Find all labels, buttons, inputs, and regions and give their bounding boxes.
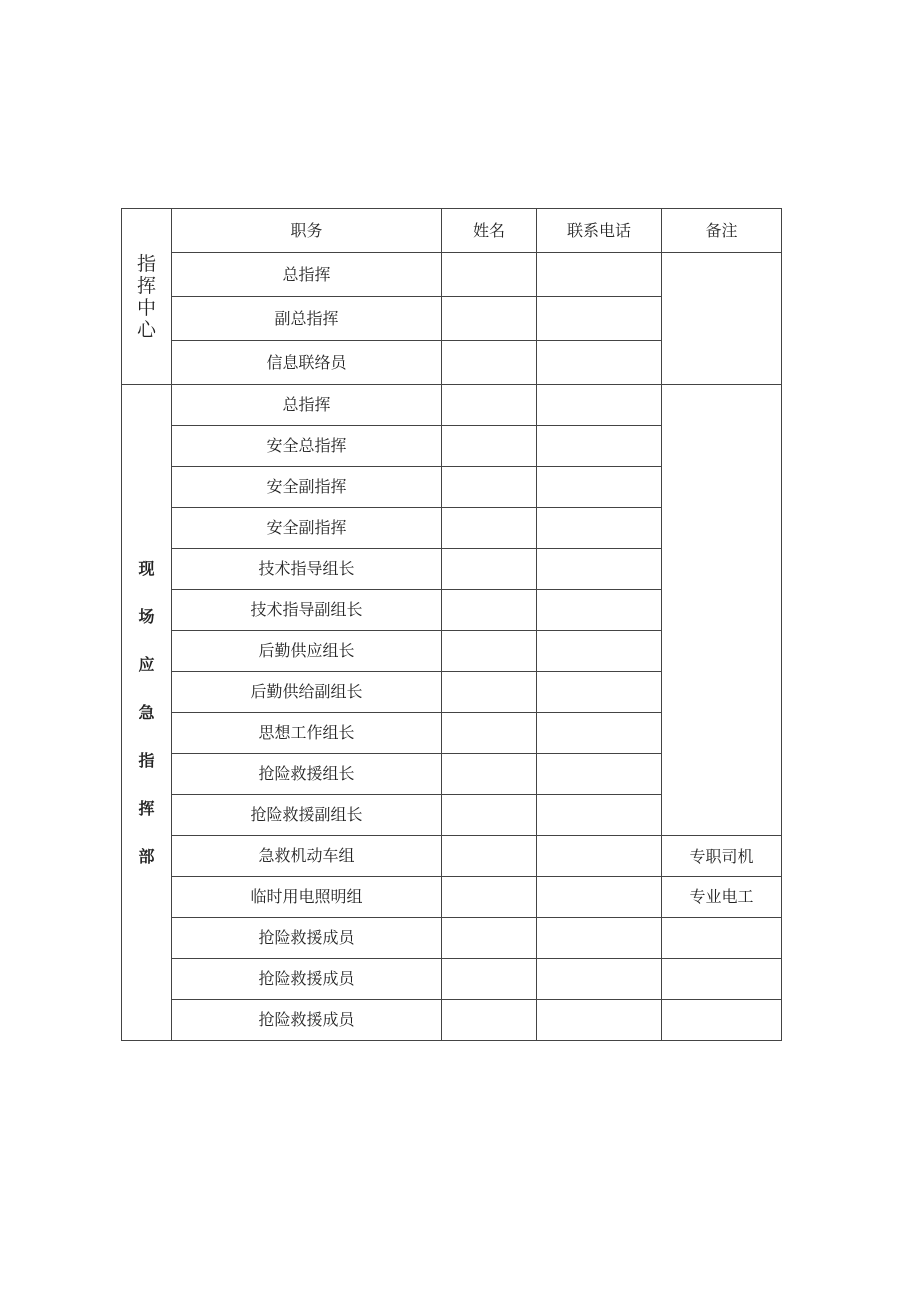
group-label-field-command: [122, 385, 172, 1041]
note-text: 专职司机: [689, 847, 754, 866]
phone-cell: [537, 253, 662, 297]
name-cell: [442, 1000, 537, 1041]
name-cell: [442, 877, 537, 918]
role-cell: 技术指导副组长: [172, 590, 442, 631]
role-cell: 安全副指挥: [172, 508, 442, 549]
name-cell: [442, 795, 537, 836]
phone-cell: [537, 877, 662, 918]
role-cell: 思想工作组长: [172, 713, 442, 754]
field-command-label: 现场应急指挥部: [138, 558, 155, 866]
phone-cell: [537, 341, 662, 385]
note-cell: [662, 959, 782, 1000]
name-cell: [442, 253, 537, 297]
name-cell: [442, 754, 537, 795]
role-cell: 副总指挥: [172, 297, 442, 341]
phone-cell: [537, 754, 662, 795]
header-role: 职务: [172, 209, 442, 253]
note-cell: [662, 253, 782, 385]
role-cell: 后勤供应组长: [172, 631, 442, 672]
role-cell: 临时用电照明组: [172, 877, 442, 918]
name-cell: [442, 341, 537, 385]
name-cell: [442, 590, 537, 631]
name-cell: [442, 918, 537, 959]
role-cell: 急救机动车组: [172, 836, 442, 877]
name-cell: [442, 297, 537, 341]
header-note: 备注: [662, 209, 782, 253]
note-cell: [662, 1000, 782, 1041]
name-cell: [442, 959, 537, 1000]
name-cell: [442, 426, 537, 467]
role-cell: 抢险救援成员: [172, 1000, 442, 1041]
phone-cell: [537, 959, 662, 1000]
table-row: [122, 877, 782, 918]
phone-cell: [537, 426, 662, 467]
role-cell: 抢险救援成员: [172, 918, 442, 959]
table-row: [122, 1000, 782, 1041]
header-name: 姓名: [442, 209, 537, 253]
phone-cell: [537, 795, 662, 836]
name-cell: [442, 467, 537, 508]
role-cell: 抢险救援成员: [172, 959, 442, 1000]
name-cell: [442, 672, 537, 713]
table-row: [122, 385, 782, 426]
note-cell: [662, 918, 782, 959]
name-cell: [442, 549, 537, 590]
phone-cell: [537, 713, 662, 754]
role-cell: 总指挥: [172, 253, 442, 297]
table-row: [122, 253, 782, 297]
role-cell: 安全总指挥: [172, 426, 442, 467]
phone-cell: [537, 549, 662, 590]
role-cell: 后勤供给副组长: [172, 672, 442, 713]
phone-cell: [537, 467, 662, 508]
phone-cell: [537, 836, 662, 877]
name-cell: [442, 385, 537, 426]
phone-cell: [537, 631, 662, 672]
phone-cell: [537, 1000, 662, 1041]
name-cell: [442, 631, 537, 672]
note-cell: [662, 836, 782, 877]
header-phone: 联系电话: [537, 209, 662, 253]
note-cell: [662, 385, 782, 836]
emergency-command-roster-table: [121, 208, 782, 1041]
table-row: [122, 918, 782, 959]
role-cell: 总指挥: [172, 385, 442, 426]
phone-cell: [537, 918, 662, 959]
header-row: [122, 209, 782, 253]
command-center-label: 指挥中心: [136, 252, 156, 341]
role-cell: 安全副指挥: [172, 467, 442, 508]
role-cell: 技术指导组长: [172, 549, 442, 590]
group-label-command-center: [122, 209, 172, 385]
phone-cell: [537, 385, 662, 426]
phone-cell: [537, 297, 662, 341]
phone-cell: [537, 508, 662, 549]
name-cell: [442, 713, 537, 754]
role-cell: 信息联络员: [172, 341, 442, 385]
note-cell: 专业电工: [662, 877, 782, 918]
role-cell: 抢险救援组长: [172, 754, 442, 795]
name-cell: [442, 508, 537, 549]
phone-cell: [537, 590, 662, 631]
name-cell: [442, 836, 537, 877]
role-cell: 抢险救援副组长: [172, 795, 442, 836]
phone-cell: [537, 672, 662, 713]
table-row: [122, 836, 782, 877]
table-row: [122, 959, 782, 1000]
